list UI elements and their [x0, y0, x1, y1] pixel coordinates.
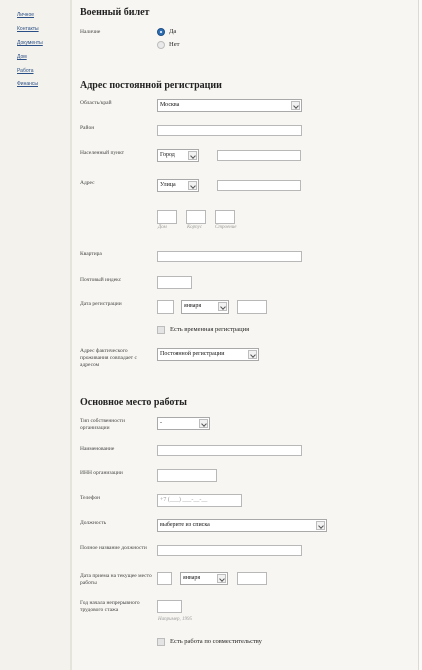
military-yes-radio[interactable]	[157, 28, 165, 36]
chevron-down-icon	[218, 302, 227, 311]
chevron-down-icon	[199, 419, 208, 428]
phone-input[interactable]: +7 (___) ___-__-__	[157, 494, 242, 507]
temporary-registration-checkbox[interactable]	[157, 326, 165, 334]
chevron-down-icon	[248, 350, 257, 359]
experience-label: Год начала непрерывного трудового стажа	[80, 600, 140, 613]
military-no-radio[interactable]	[157, 41, 165, 49]
experience-hint: Например, 1995	[158, 617, 193, 622]
full-position-input[interactable]	[157, 545, 302, 556]
locality-label: Населенный пункт	[80, 150, 125, 156]
actual-address-select[interactable]	[157, 348, 259, 361]
structure-input[interactable]	[215, 210, 235, 224]
hire-day-input[interactable]	[157, 572, 172, 585]
hire-month-select[interactable]	[180, 572, 228, 585]
region-label: Область/край	[80, 100, 112, 106]
address-label: Адрес	[80, 180, 95, 186]
locality-type-value: Город	[160, 152, 175, 158]
organization-name-input[interactable]	[157, 445, 302, 456]
locality-type-select[interactable]	[157, 149, 199, 162]
postal-code-input[interactable]	[157, 276, 192, 289]
right-border	[418, 0, 422, 670]
inn-input[interactable]	[157, 469, 217, 482]
ownership-type-value: -	[160, 420, 162, 426]
temporary-registration-label: Есть временная регистрация	[170, 326, 250, 333]
sidebar-item-finance[interactable]: Финансы	[17, 81, 38, 87]
registration-month-value: января	[184, 303, 202, 309]
region-select[interactable]	[157, 99, 302, 112]
registration-month-select[interactable]	[181, 300, 229, 314]
ownership-type-select[interactable]	[157, 417, 210, 430]
street-type-select[interactable]	[157, 179, 199, 192]
house-input[interactable]	[157, 210, 177, 224]
hire-date-label: Дата приема на текущее место работы	[80, 573, 152, 586]
district-input[interactable]	[157, 125, 302, 136]
position-value: выберите из списка	[160, 522, 210, 528]
position-select[interactable]	[157, 519, 327, 532]
military-yes-label: Да	[169, 28, 177, 35]
chevron-down-icon	[188, 151, 197, 160]
chevron-down-icon	[217, 574, 226, 583]
sidebar-item-documents[interactable]: Документы	[17, 40, 43, 46]
part-time-label: Есть работа по совместительству	[170, 638, 262, 645]
military-section-title: Военный билет	[80, 7, 150, 18]
registration-day-input[interactable]	[157, 300, 174, 314]
chevron-down-icon	[316, 521, 325, 530]
work-section-title: Основное место работы	[80, 397, 187, 408]
street-type-value: Улица	[160, 182, 176, 188]
hire-month-value: января	[183, 575, 201, 581]
actual-address-label: Адрес фактического проживания совпадает с адресом	[80, 348, 137, 368]
locality-input[interactable]	[217, 150, 301, 161]
part-time-checkbox[interactable]	[157, 638, 165, 646]
house-hint: Дом	[158, 225, 167, 230]
sidebar-item-home[interactable]: Дом	[17, 54, 27, 60]
military-availability-label: Наличие	[80, 29, 101, 35]
apartment-input[interactable]	[157, 251, 302, 262]
sidebar	[0, 0, 70, 670]
registration-date-label: Дата регистрации	[80, 301, 122, 307]
hire-year-input[interactable]	[237, 572, 267, 585]
experience-year-input[interactable]	[157, 600, 182, 613]
district-label: Район	[80, 125, 95, 131]
registration-year-input[interactable]	[237, 300, 267, 314]
building-hint: Корпус	[187, 225, 203, 230]
chevron-down-icon	[188, 181, 197, 190]
ownership-type-label: Тип собственности организации	[80, 418, 125, 431]
military-no-label: Нет	[169, 41, 180, 48]
apartment-label: Квартира	[80, 251, 102, 257]
sidebar-item-work[interactable]: Работа	[17, 68, 34, 74]
structure-hint: Строение	[215, 225, 237, 230]
postal-code-label: Почтовый индекс	[80, 277, 122, 283]
position-label: Должность	[80, 520, 107, 526]
actual-address-value: Постоянной регистрации	[160, 351, 225, 357]
full-position-label: Полное название должности	[80, 545, 147, 551]
sidebar-item-contacts[interactable]: Контакты	[17, 26, 39, 32]
sidebar-item-personal[interactable]: Личное	[17, 12, 35, 18]
building-input[interactable]	[186, 210, 206, 224]
phone-label: Телефон	[80, 495, 101, 501]
registration-section-title: Адрес постоянной регистрации	[80, 80, 222, 91]
organization-name-label: Наименование	[80, 446, 115, 452]
inn-label: ИНН организации	[80, 470, 123, 476]
street-input[interactable]	[217, 180, 301, 191]
region-value: Москва	[160, 102, 180, 108]
chevron-down-icon	[291, 101, 300, 110]
